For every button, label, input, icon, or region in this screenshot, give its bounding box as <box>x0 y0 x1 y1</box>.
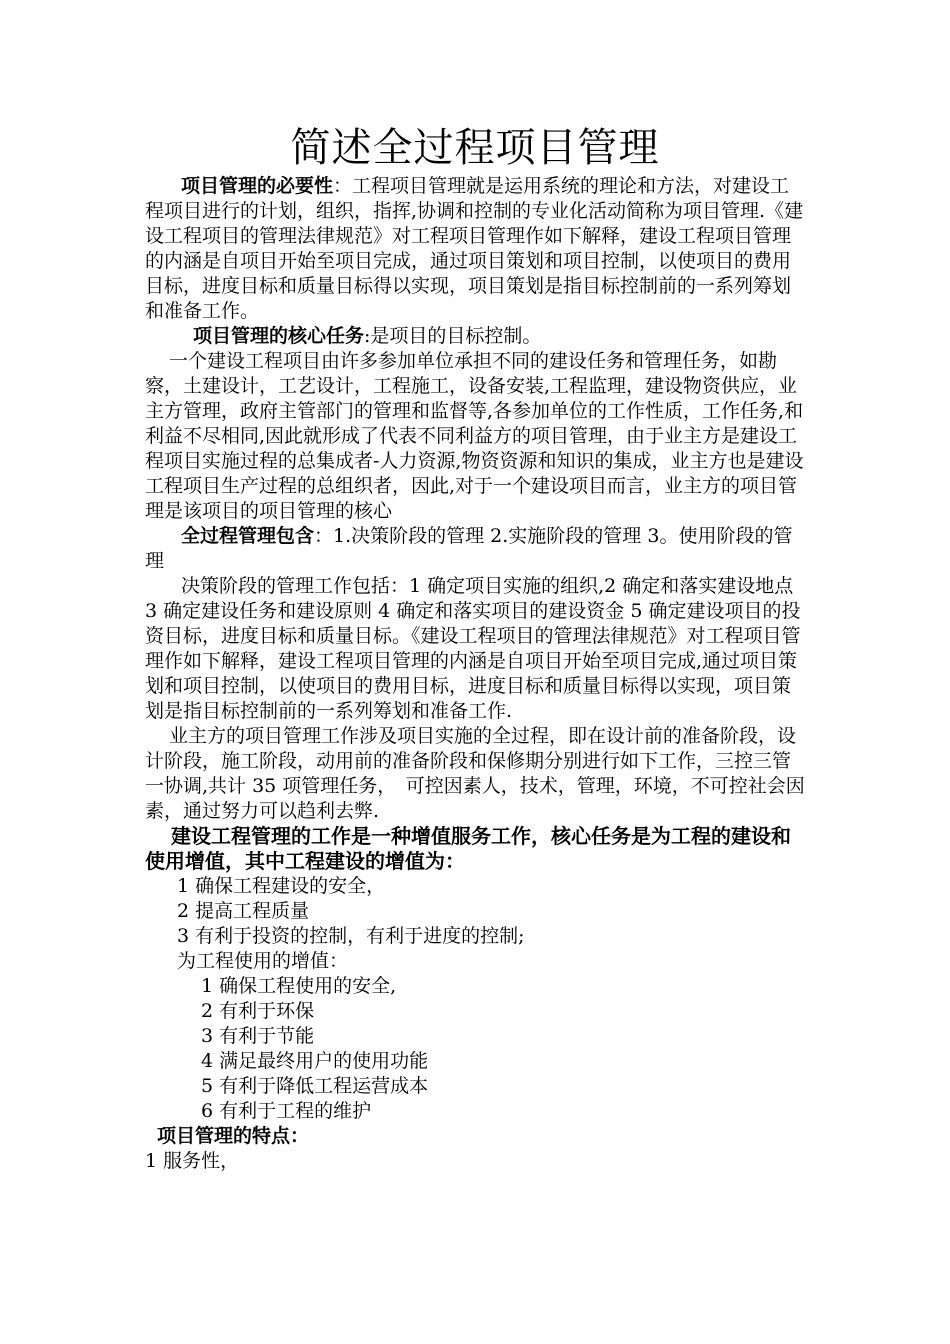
use-value-heading: 为工程使用的增值： <box>177 950 349 972</box>
features-heading: 项目管理的特点： <box>157 1125 310 1147</box>
necessity-label: 项目管理的必要性 <box>181 175 334 197</box>
whole-process-text: ：1.决策阶段的管理 2.实施阶段的管理 3。使用阶段的管理 <box>145 525 793 572</box>
list-item: 1 确保工程使用的安全, <box>201 975 397 997</box>
paragraph-core-task <box>145 324 807 349</box>
list-item: 4 满足最终用户的使用功能 <box>201 1050 429 1072</box>
list-item: 6 有利于工程的维护 <box>201 1100 372 1122</box>
list-item: 2 有利于环保 <box>201 1000 315 1022</box>
document-title: 简述全过程项目管理 <box>290 125 660 171</box>
construction-value-list <box>145 874 807 974</box>
document-body <box>145 174 807 1174</box>
paragraph-decision-stage: 决策阶段的管理工作包括：1 确定项目实施的组织,2 确定和落实建设地点 3 确定建设任务和建设原则 4 确定和落实项目的建设资金 5 确定建设项目的投资目标，进度目标和质量目标。《建设工程项目的管理法律规范》对工程项目管理作如下解释，建设工程项目管理的内涵是自项目开始至项目完成,通过项目策划和项目控制，以使项目的费用目标，进度目标和质量目标得以实现，项目策划是指目标控制前的一系列筹划和准备工作. <box>145 575 801 722</box>
paragraph-necessity <box>145 174 807 324</box>
features-list <box>145 1149 807 1174</box>
paragraph-value-added: 建设工程管理的工作是一种增值服务工作，核心任务是为工程的建设和使用增值，其中工程建设的增值为： <box>145 824 791 873</box>
list-item: 3 有利于投资的控制，有利于进度的控制; <box>177 925 525 947</box>
whole-process-label: 全过程管理包含 <box>181 525 315 547</box>
core-task-text: :是项目的目标控制。 <box>364 325 542 347</box>
core-task-label: 项目管理的核心任务 <box>193 325 365 347</box>
paragraph-whole-process <box>145 524 807 574</box>
paragraph-owner-management: 业主方的项目管理工作涉及项目实施的全过程，即在设计前的准备阶段，设计阶段，施工阶段，动用前的准备阶段和保修期分别进行如下工作，三控三管一协调,共计 35 项管理任务， 可控因素人，技术，管理，环境，不可控社会因素，通过努力可以趋利去弊. <box>145 725 805 822</box>
list-item: 1 服务性， <box>145 1150 240 1172</box>
list-item: 3 有利于节能 <box>201 1025 315 1047</box>
necessity-text: ：工程项目管理就是运用系统的理论和方法，对建设工程项目进行的计划，组织，指挥,协调和控制的专业化活动简称为项目管理.《建设工程项目的管理法律规范》对工程项目管理作如下解释，建设工程项目管理的内涵是自项目开始至项目完成，通过项目策划和项目控制，以使项目的费用目标，进度目标和质量目标得以实现，项目策划是指目标控制前的一系列筹划和准备工作。 <box>145 175 804 322</box>
list-item: 5 有利于降低工程运营成本 <box>201 1075 429 1097</box>
paragraph-owner-role: 一个建设工程项目由许多参加单位承担不同的建设任务和管理任务，如勘察，土建设计，工艺设计，工程施工，设备安装,工程监理，建设物资供应，业主方管理，政府主管部门的管理和监督等,各参加单位的工作性质，工作任务,和利益不尽相同,因此就形成了代表不同利益方的项目管理，由于业主方是建设工程项目实施过程的总集成者-人力资源,物资资源和知识的集成，业主方也是建设工程项目生产过程的总组织者，因此,对于一个建设项目而言，业主方的项目管理是该项目的项目管理的核心 <box>145 350 804 522</box>
list-item: 1 确保工程建设的安全， <box>177 875 386 897</box>
list-item: 2 提高工程质量 <box>177 900 310 922</box>
use-value-list <box>145 974 807 1124</box>
